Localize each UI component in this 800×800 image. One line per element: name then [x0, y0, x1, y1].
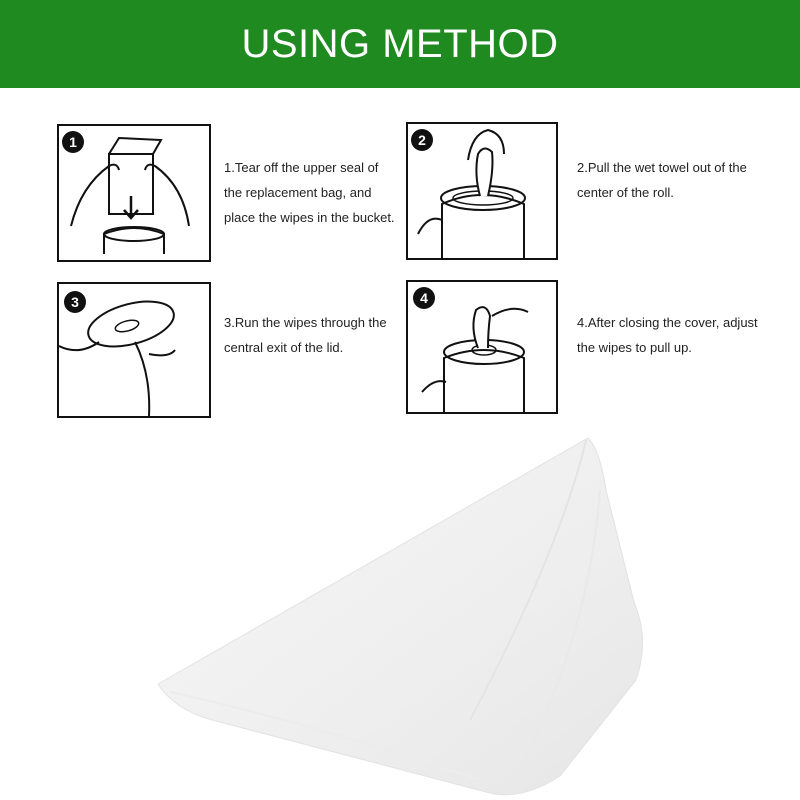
- step-4-line: the wipes to pull up.: [577, 340, 692, 355]
- step-2-caption: [577, 155, 767, 205]
- step-3-drawing: [59, 284, 209, 416]
- step-4-drawing: [408, 282, 556, 412]
- step-3-line: central exit of the lid.: [224, 340, 344, 355]
- step-3-illustration: [57, 282, 211, 418]
- step-1-drawing: [59, 126, 209, 260]
- step-4-illustration: [406, 280, 558, 414]
- step-4-number: 4: [420, 290, 428, 306]
- wet-wipe-sheet: [0, 430, 800, 800]
- step-2-illustration: [406, 122, 558, 260]
- step-1-line: 1.Tear off the upper seal of: [224, 160, 379, 175]
- step-2-drawing: [408, 124, 556, 258]
- step-1-caption: [224, 155, 414, 230]
- step-1-illustration: [57, 124, 211, 262]
- step-2-number: 2: [418, 132, 426, 148]
- step-3-caption: [224, 310, 414, 360]
- page-title: USING METHOD: [241, 21, 559, 66]
- step-1-line: the replacement bag, and: [224, 185, 372, 200]
- step-2-line: 2.Pull the wet towel out of the: [577, 160, 747, 175]
- step-3-line: 3.Run the wipes through the: [224, 315, 387, 330]
- step-4-caption: [577, 310, 767, 360]
- header-banner: [0, 0, 800, 88]
- step-2-line: center of the roll.: [577, 185, 674, 200]
- step-1-line: place the wipes in the bucket.: [224, 210, 395, 225]
- wet-wipe-photo: [0, 430, 800, 800]
- step-4-line: 4.After closing the cover, adjust: [577, 315, 758, 330]
- step-3-number: 3: [71, 294, 79, 310]
- step-1-number: 1: [69, 134, 77, 150]
